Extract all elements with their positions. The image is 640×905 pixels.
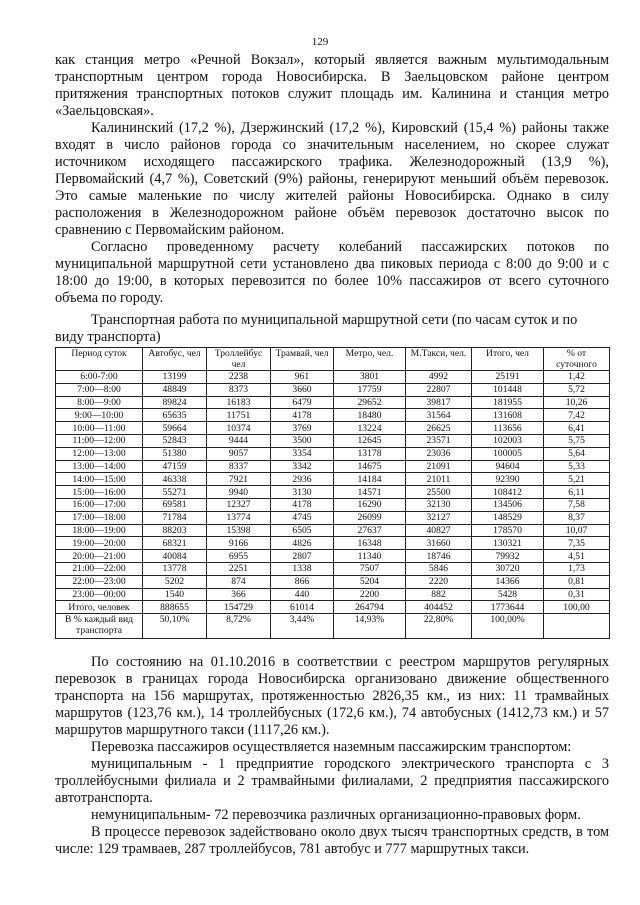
table-cell: 88203 — [143, 524, 207, 537]
period-cell: 20:00—21:00 — [56, 550, 143, 563]
table-caption: Транспортная работа по муниципальной маршрутной сети (по часам суток и по виду транспорта) — [55, 312, 578, 345]
column-header: Итого, чел — [472, 348, 544, 371]
period-cell: 17:00—18:00 — [56, 511, 143, 524]
paragraph: В процессе перевозок задействовано около двух тысяч транспортных средств, в том числе: 129 трамваев, 287 троллейбусов, 781 автобус и 777 маршрутных такси. — [55, 824, 609, 857]
table-cell: 9444 — [207, 434, 271, 447]
table-row — [56, 396, 610, 409]
table-cell: 31564 — [406, 409, 472, 422]
table-cell: 3660 — [271, 383, 334, 396]
table-cell: 46338 — [143, 473, 207, 486]
table-cell: 108412 — [472, 486, 544, 499]
table-row — [56, 601, 610, 614]
table-cell: 101448 — [472, 383, 544, 396]
table-cell: 4992 — [406, 371, 472, 384]
table-cell: 6505 — [271, 524, 334, 537]
table-cell: 65635 — [143, 409, 207, 422]
share-cell: 3,44% — [271, 614, 334, 639]
share-cell: 50,10% — [143, 614, 207, 639]
table-cell: 100,00 — [544, 601, 610, 614]
table-cell: 181955 — [472, 396, 544, 409]
table-cell: 5202 — [143, 575, 207, 588]
table-cell: 4826 — [271, 537, 334, 550]
table-cell: 12645 — [334, 434, 406, 447]
table-row — [56, 383, 610, 396]
table-cell: 100005 — [472, 447, 544, 460]
table-cell: 10374 — [207, 422, 271, 435]
paragraph: По состоянию на 01.10.2016 в соответствии с реестром маршрутов регулярных перевозок в границах города Новосибирска организовано движение общественного транспорта на 156 маршрутах, протяженностью 2826,35 км., из них: 11 трамвайных маршрутов (123,76 км.), 14 троллейбусных (172,6 км.), 74 автобусных (1412,73 км.) и 57 маршрутов маршрутного такси (1117,26 км.). — [55, 654, 609, 738]
table-cell: 5,75 — [544, 434, 610, 447]
table-cell: 18746 — [406, 550, 472, 563]
table-cell: 79932 — [472, 550, 544, 563]
table-cell: 130321 — [472, 537, 544, 550]
table-row — [56, 486, 610, 499]
period-cell: 7:00—8:00 — [56, 383, 143, 396]
table-cell: 4745 — [271, 511, 334, 524]
table-row — [56, 550, 610, 563]
table-cell: 4178 — [271, 409, 334, 422]
table-cell: 32127 — [406, 511, 472, 524]
period-cell: 12:00—13:00 — [56, 447, 143, 460]
table-cell: 22807 — [406, 383, 472, 396]
share-label-cell: В % каждый вид транспорта — [56, 614, 143, 639]
table-cell: 5,64 — [544, 447, 610, 460]
table-cell: 148529 — [472, 511, 544, 524]
table-cell: 882 — [406, 588, 472, 601]
share-cell: 14,93% — [334, 614, 406, 639]
table-cell: 14571 — [334, 486, 406, 499]
table-cell: 0,31 — [544, 588, 610, 601]
table-cell: 26625 — [406, 422, 472, 435]
table-cell: 27637 — [334, 524, 406, 537]
period-cell: 11:00—12:00 — [56, 434, 143, 447]
table-cell: 2251 — [207, 562, 271, 575]
table-cell: 69581 — [143, 498, 207, 511]
column-header: Период суток — [56, 348, 143, 371]
table-cell: 14184 — [334, 473, 406, 486]
table-cell: 16348 — [334, 537, 406, 550]
table-cell: 3342 — [271, 460, 334, 473]
table-cell: 134506 — [472, 498, 544, 511]
table-cell: 47159 — [143, 460, 207, 473]
table-cell: 5,33 — [544, 460, 610, 473]
table-cell: 92390 — [472, 473, 544, 486]
table-cell: 25500 — [406, 486, 472, 499]
table-cell: 15398 — [207, 524, 271, 537]
table-cell: 26099 — [334, 511, 406, 524]
period-cell: 8:00—9:00 — [56, 396, 143, 409]
table-cell: 11340 — [334, 550, 406, 563]
table-cell: 102003 — [472, 434, 544, 447]
table-row — [56, 575, 610, 588]
table-cell: 6479 — [271, 396, 334, 409]
table-cell: 961 — [271, 371, 334, 384]
page-number: 129 — [311, 36, 329, 48]
table-row — [56, 524, 610, 537]
table-cell: 12327 — [207, 498, 271, 511]
period-cell: 15:00—16:00 — [56, 486, 143, 499]
table-cell: 16290 — [334, 498, 406, 511]
body-text-top — [55, 52, 609, 307]
table-cell: 4178 — [271, 498, 334, 511]
table-cell: 1338 — [271, 562, 334, 575]
table-row — [56, 498, 610, 511]
period-cell: 14:00—15:00 — [56, 473, 143, 486]
period-cell: 9:00—10:00 — [56, 409, 143, 422]
table-cell: 366 — [207, 588, 271, 601]
table-cell: 4,51 — [544, 550, 610, 563]
table-cell: 31660 — [406, 537, 472, 550]
table-cell: 11751 — [207, 409, 271, 422]
table-cell: 23571 — [406, 434, 472, 447]
table-cell: 7,42 — [544, 409, 610, 422]
table-cell: 40827 — [406, 524, 472, 537]
table-cell: 5428 — [472, 588, 544, 601]
paragraph: Согласно проведенному расчету колебаний пассажирских потоков по муниципальной маршрутной сети установлено два пиковых периода с 8:00 до 9:00 и с 18:00 до 19:00, в которых перевозится по более 10% пассажиров от всего суточного объема по городу. — [55, 239, 609, 306]
table-cell: 3130 — [271, 486, 334, 499]
body-text-bottom — [55, 654, 609, 858]
table-cell: 9057 — [207, 447, 271, 460]
table-cell: 131608 — [472, 409, 544, 422]
period-cell: 18:00—19:00 — [56, 524, 143, 537]
paragraph: как станция метро «Речной Вокзал», который является важным мультимодальным транспортным центром города Новосибирска. В Заельцовском районе центром притяжения транспортных потоков служит площадь им. Калинина и станция метро «Заельцовская». — [55, 52, 609, 119]
table-cell: 1773644 — [472, 601, 544, 614]
period-cell: 13:00—14:00 — [56, 460, 143, 473]
table-cell: 68321 — [143, 537, 207, 550]
table-cell: 7,58 — [544, 498, 610, 511]
table-cell: 61014 — [271, 601, 334, 614]
table-cell: 14366 — [472, 575, 544, 588]
table-cell: 25191 — [472, 371, 544, 384]
table-row — [56, 447, 610, 460]
table-cell: 48849 — [143, 383, 207, 396]
paragraph: Перевозка пассажиров осуществляется наземным пассажирским транспортом: — [91, 739, 572, 755]
table-cell: 32130 — [406, 498, 472, 511]
table-cell: 3801 — [334, 371, 406, 384]
table-cell: 16183 — [207, 396, 271, 409]
table-cell: 94604 — [472, 460, 544, 473]
table-row — [56, 371, 610, 384]
table-cell: 404452 — [406, 601, 472, 614]
table-cell: 21011 — [406, 473, 472, 486]
table-cell: 3500 — [271, 434, 334, 447]
column-header: Троллейбус чел — [207, 348, 271, 371]
table-cell: 8373 — [207, 383, 271, 396]
table-cell: 7,35 — [544, 537, 610, 550]
table-cell: 17759 — [334, 383, 406, 396]
table-row — [56, 460, 610, 473]
table-cell: 2936 — [271, 473, 334, 486]
table-cell: 264794 — [334, 601, 406, 614]
table-cell: 9166 — [207, 537, 271, 550]
table-cell: 13178 — [334, 447, 406, 460]
transport-table — [55, 347, 610, 639]
table-cell: 3354 — [271, 447, 334, 460]
share-cell: 22,80% — [406, 614, 472, 639]
table-row — [56, 409, 610, 422]
table-row — [56, 434, 610, 447]
table-cell: 5,72 — [544, 383, 610, 396]
table-cell: 10,07 — [544, 524, 610, 537]
table-cell: 6955 — [207, 550, 271, 563]
paragraph: Калининский (17,2 %), Дзержинский (17,2 %), Кировский (15,4 %) районы также входят в число районов города со значительным населением, но скорее служат источником исходящего пассажирского трафика. Железнодорожный (13,9 %), Первомайский (4,7 %), Советский (9%) районы, генерируют меньший объём перевозок. Это самые маленькие по числу жителей районы Новосибирска. Однако в силу расположения в Железнодорожном районе объём перевозок достаточно высок по сравнению с Первомайским районом. — [55, 120, 609, 238]
table-cell: 7921 — [207, 473, 271, 486]
table-cell: 6,11 — [544, 486, 610, 499]
table-row — [56, 537, 610, 550]
table-header-row — [56, 348, 610, 371]
paragraph: немуниципальным- 72 перевозчика различных организационно-правовых форм. — [91, 807, 581, 823]
table-cell: 440 — [271, 588, 334, 601]
table-cell: 113656 — [472, 422, 544, 435]
table-cell: 9940 — [207, 486, 271, 499]
table-cell: 3769 — [271, 422, 334, 435]
period-cell: 10:00—11:00 — [56, 422, 143, 435]
table-cell: 13199 — [143, 371, 207, 384]
table-cell: 39817 — [406, 396, 472, 409]
table-cell: 18480 — [334, 409, 406, 422]
table-cell: 866 — [271, 575, 334, 588]
table-cell: 2807 — [271, 550, 334, 563]
table-cell: 7507 — [334, 562, 406, 575]
table-cell: 13778 — [143, 562, 207, 575]
period-cell: Итого, человек — [56, 601, 143, 614]
table-cell: 2200 — [334, 588, 406, 601]
share-row — [56, 614, 610, 639]
table-cell: 71784 — [143, 511, 207, 524]
table-cell: 89824 — [143, 396, 207, 409]
column-header: Автобус, чел — [143, 348, 207, 371]
table-cell: 5846 — [406, 562, 472, 575]
table-row — [56, 473, 610, 486]
table-cell: 2220 — [406, 575, 472, 588]
table-cell: 14675 — [334, 460, 406, 473]
period-cell: 16:00—17:00 — [56, 498, 143, 511]
table-cell: 0,81 — [544, 575, 610, 588]
period-cell: 23:00—00:00 — [56, 588, 143, 601]
share-cell: 8,72% — [207, 614, 271, 639]
table-cell: 13774 — [207, 511, 271, 524]
table-cell: 1,42 — [544, 371, 610, 384]
table-cell: 59664 — [143, 422, 207, 435]
table-cell: 1,73 — [544, 562, 610, 575]
table-cell: 8337 — [207, 460, 271, 473]
table-cell: 154729 — [207, 601, 271, 614]
table-cell: 888655 — [143, 601, 207, 614]
table-cell: 874 — [207, 575, 271, 588]
column-header: % от суточного — [544, 348, 610, 371]
table-cell: 5,21 — [544, 473, 610, 486]
table-row — [56, 422, 610, 435]
column-header: М.Такси, чел. — [406, 348, 472, 371]
period-cell: 21:00—22:00 — [56, 562, 143, 575]
table-cell: 8,37 — [544, 511, 610, 524]
share-cell: 100,00% — [472, 614, 544, 639]
table-cell: 55271 — [143, 486, 207, 499]
table-cell: 52843 — [143, 434, 207, 447]
table-cell: 40084 — [143, 550, 207, 563]
table-cell: 5204 — [334, 575, 406, 588]
table-cell: 1540 — [143, 588, 207, 601]
paragraph: муниципальным - 1 предприятие городского электрического транспорта с 3 троллейбусными филиала и 2 трамвайными филиалами, 2 предприятия пассажирского автотранспорта. — [55, 756, 609, 806]
period-cell: 6:00-7:00 — [56, 371, 143, 384]
table-cell: 10,26 — [544, 396, 610, 409]
table-cell: 2238 — [207, 371, 271, 384]
table-cell: 6,41 — [544, 422, 610, 435]
table-row — [56, 588, 610, 601]
table-cell: 13224 — [334, 422, 406, 435]
table-cell: 51380 — [143, 447, 207, 460]
table-cell: 30720 — [472, 562, 544, 575]
period-cell: 22:00—23:00 — [56, 575, 143, 588]
table-cell: 23036 — [406, 447, 472, 460]
table-cell: 21091 — [406, 460, 472, 473]
column-header: Трамвай, чел — [271, 348, 334, 371]
period-cell: 19:00—20:00 — [56, 537, 143, 550]
table-cell: 178570 — [472, 524, 544, 537]
table-row — [56, 511, 610, 524]
table-cell: 29652 — [334, 396, 406, 409]
column-header: Метро, чел. — [334, 348, 406, 371]
share-cell — [544, 614, 610, 639]
table-row — [56, 562, 610, 575]
